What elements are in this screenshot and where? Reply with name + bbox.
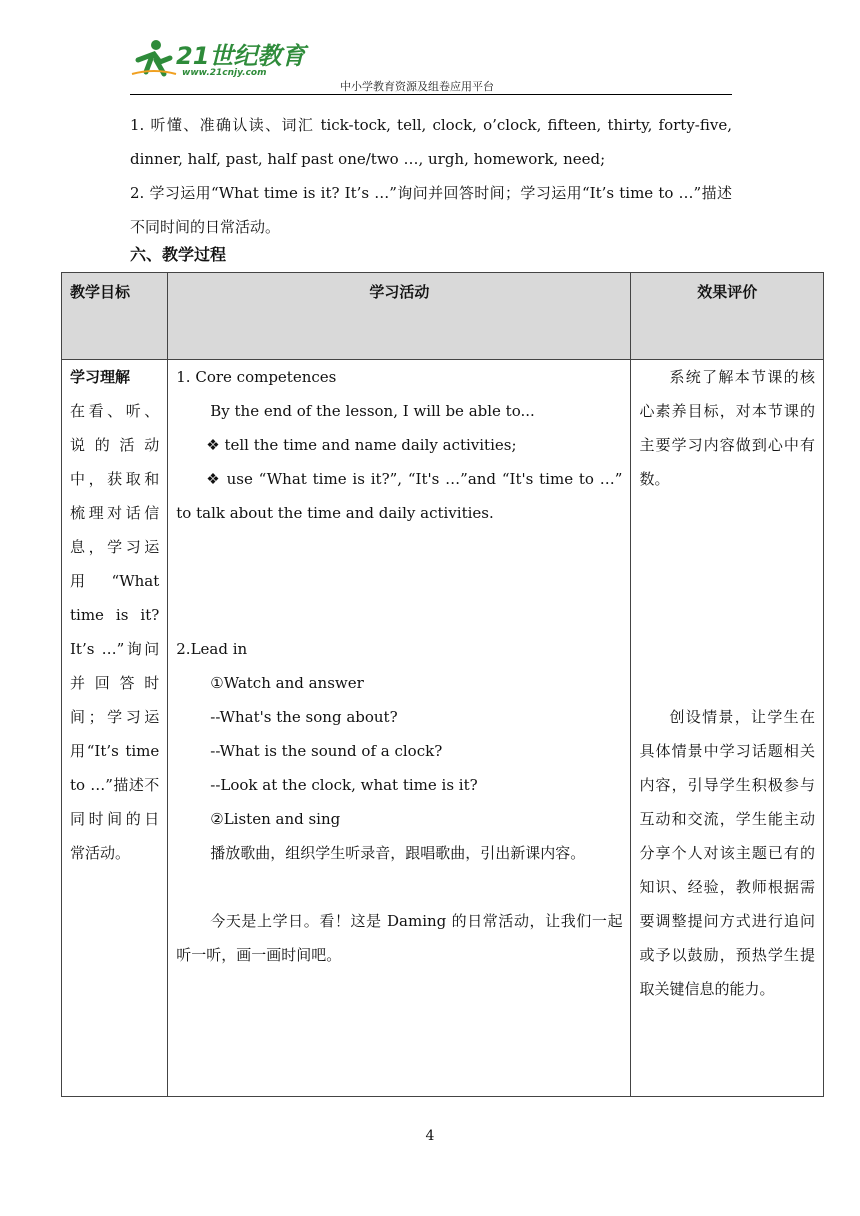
table-header-row — [62, 273, 824, 360]
site-logo — [130, 38, 330, 80]
listen-sing: ②Listen and sing — [210, 810, 341, 828]
core-intro: By the end of the lesson, I will be able to... — [210, 402, 535, 420]
objective-1: 1. 听懂、准确认读、词汇 tick-tock, tell, clock, o’clock, fifteen, thirty, forty-five, dinner, half, past, half past one/two …, urgh, homework, need; — [130, 116, 732, 168]
evaluation-1: 系统了解本节课的核心素养目标，对本节课的主要学习内容做到心中有数。 — [639, 368, 815, 488]
header-evaluation: 效果评价 — [631, 273, 824, 360]
question-2: --What is the sound of a clock? — [210, 742, 443, 760]
question-3: --Look at the clock, what time is it? — [210, 776, 478, 794]
header-divider — [130, 94, 732, 95]
goal-title: 学习理解 — [70, 368, 131, 386]
logo-text: 21世纪教育 — [176, 42, 306, 70]
goal-body: 在看、听、说的活动中，获取和梳理对话信息，学习运用“What time is it? It’s …”询问并回答时间；学习运用“It’s time to …”描述不同时间的日常活动。 — [70, 402, 160, 862]
listen-description: 播放歌曲，组织学生听录音，跟唱歌曲，引出新课内容。 — [210, 844, 586, 862]
objective-2: 2. 学习运用“What time is it? It’s …”询问并回答时间；学习运用“It’s time to …”描述不同时间的日常活动。 — [130, 184, 732, 236]
page-number: 4 — [425, 1128, 435, 1144]
header-goal: 教学目标 — [62, 273, 168, 360]
platform-title: 中小学教育资源及组卷应用平台 — [340, 80, 494, 93]
evaluation-cell — [631, 360, 824, 1097]
lead-in-title: 2.Lead in — [176, 640, 248, 658]
watch-answer: ①Watch and answer — [210, 674, 364, 692]
runner-logo-icon — [130, 38, 178, 78]
section-title: 六、教学过程 — [130, 245, 227, 264]
evaluation-2: 创设情景，让学生在具体情景中学习话题相关内容，引导学生积极参与互动和交流，学生能主动分享个人对该主题已有的知识、经验，教师根据需要调整提问方式进行追问或予以鼓励，预热学生提取关键信息的能力。 — [639, 708, 815, 998]
goal-cell — [62, 360, 168, 1097]
header-activity: 学习活动 — [168, 273, 631, 360]
teaching-process-table — [61, 272, 824, 1097]
activity-cell — [168, 360, 631, 1097]
question-1: --What's the song about? — [210, 708, 398, 726]
logo-url: www.21cnjy.com — [182, 68, 267, 78]
core-bullet-1: ❖ tell the time and name daily activities; — [206, 436, 517, 454]
table-row — [62, 360, 824, 1097]
objectives-intro — [130, 108, 732, 244]
daming-activity: 今天是上学日。看！这是 Daming 的日常活动，让我们一起听一听，画一画时间吧。 — [176, 912, 623, 964]
core-title: 1. Core competences — [176, 368, 337, 386]
core-bullet-2: ❖ use “What time is it?”, “It's …”and “It's time to …” to talk about the time and daily activities. — [176, 470, 623, 522]
page-header — [130, 38, 732, 96]
